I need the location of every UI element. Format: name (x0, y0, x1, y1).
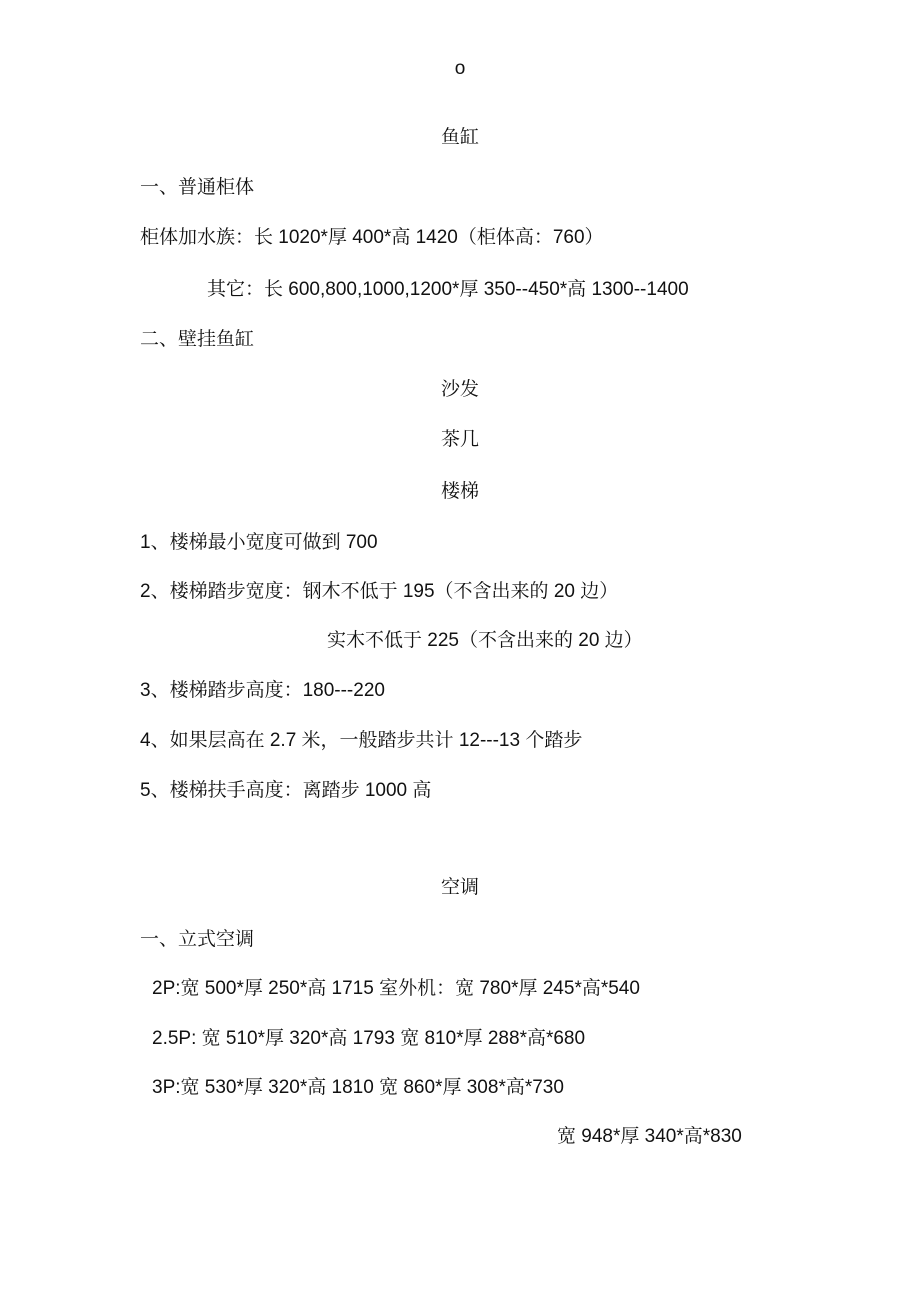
heading-sofa: 沙发 (440, 379, 479, 400)
paragraph: 其它：长 600,800,1000,1200*厚 350--450*高 1300--1400 (207, 279, 689, 300)
spec-row: 宽 948*厚 340*高*830 (557, 1126, 742, 1147)
section-heading: 一、立式空调 (140, 929, 255, 950)
list-item: 3、楼梯踏步高度：180---220 (140, 680, 385, 701)
spec-row: 2P:宽 500*厚 250*高 1715 室外机：宽 780*厚 245*高*540 (152, 978, 640, 999)
page-mark: o (454, 58, 466, 79)
spec-row: 3P:宽 530*厚 320*高 1810 宽 860*厚 308*高*730 (152, 1077, 564, 1098)
spec-row: 2.5P: 宽 510*厚 320*高 1793 宽 810*厚 288*高*680 (152, 1028, 586, 1049)
section-heading: 二、壁挂鱼缸 (140, 329, 255, 350)
list-item: 2、楼梯踏步宽度：钢木不低于 195（不含出来的 20 边） (140, 581, 619, 602)
heading-air-conditioner: 空调 (440, 877, 479, 898)
paragraph: 柜体加水族：长 1020*厚 400*高 1420（柜体高：760） (140, 227, 604, 248)
list-item: 5、楼梯扶手高度：离踏步 1000 高 (140, 780, 432, 801)
heading-tea-table: 茶几 (440, 429, 479, 450)
list-item: 4、如果层高在 2.7 米，一般踏步共计 12---13 个踏步 (140, 730, 583, 751)
section-heading: 一、普通柜体 (140, 177, 255, 198)
list-item: 1、楼梯最小宽度可做到 700 (140, 532, 378, 553)
heading-stairs: 楼梯 (440, 481, 479, 502)
list-item: 实木不低于 225（不含出来的 20 边） (327, 630, 643, 651)
heading-fish-tank: 鱼缸 (440, 127, 479, 148)
